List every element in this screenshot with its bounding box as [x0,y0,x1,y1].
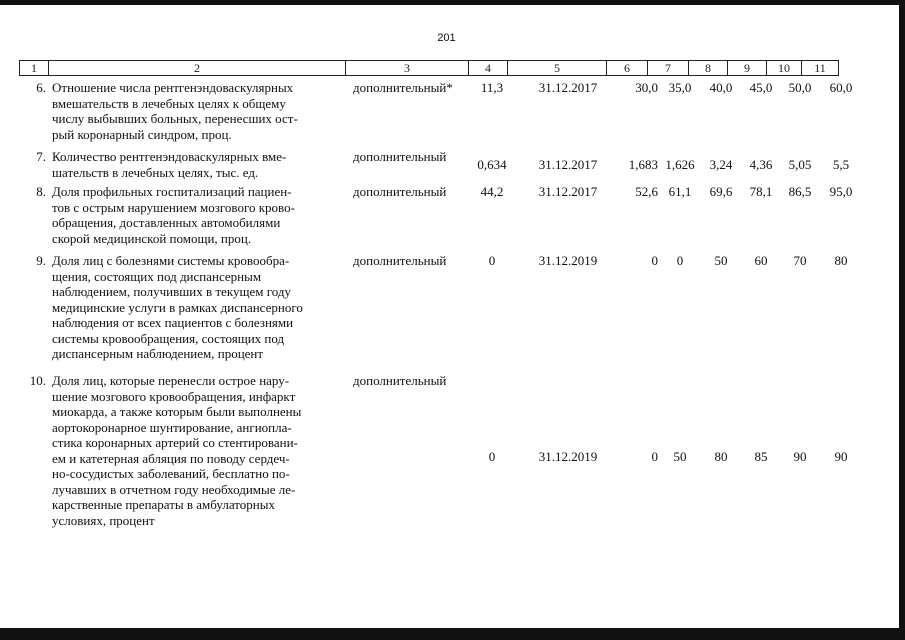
header-cell: 9 [728,61,767,76]
base-value: 44,2 [480,184,504,199]
value-cell: 95,0 [829,184,853,199]
desc-line: Доля лиц, которые перенесли острое нару- [52,373,290,388]
value-cell: 30,0 [635,80,658,95]
desc-line: диспансерным наблюдением, процент [52,346,264,361]
value-cell: 80 [834,253,848,268]
base-date: 31.12.2019 [538,449,598,464]
value-cell: 61,1 [668,184,692,199]
value-cell: 80 [714,449,728,464]
value-cell: 0 [651,449,658,464]
row-description [52,80,347,142]
scan-edge-right [899,0,905,640]
value-cell: 50 [673,449,687,464]
desc-line: условиях, процент [52,512,155,528]
header-cell: 10 [767,61,802,76]
indicator-type: дополнительный [353,184,447,199]
header-cell: 7 [648,61,689,76]
header-cell: 1 [20,61,49,76]
scan-edge-bottom [0,628,905,640]
base-date: 31.12.2019 [538,253,598,268]
value-cell: 78,1 [749,184,773,199]
desc-line: щения, состоящих под диспансерным [52,268,262,284]
base-value: 11,3 [480,80,504,95]
indicator-type: дополнительный [353,373,447,388]
indicator-type: дополнительный [353,149,447,164]
value-cell: 1,683 [628,157,658,172]
value-cell: 0 [651,253,658,268]
desc-line: лучавших в отчетном году необходимые ле- [52,481,296,497]
value-cell: 52,6 [635,184,658,199]
header-cell: 4 [469,61,508,76]
header-cell: 2 [49,61,346,76]
header-cell: 5 [508,61,607,76]
value-cell: 90 [834,449,848,464]
row-description [52,253,347,362]
row-description [52,373,347,528]
base-value: 0 [488,449,496,464]
desc-line: аортокоронарное шунтирование, ангиопла- [52,419,292,435]
base-value: 0 [488,253,496,268]
desc-line: стика коронарных артерий со стентировани- [52,435,298,450]
header-cell: 11 [802,61,839,76]
header-cell: 8 [689,61,728,76]
desc-line: Отношение числа рентгенэндоваскулярных [52,80,294,95]
desc-line: скорой медицинской помощи, проц. [52,230,252,246]
page-number: 201 [437,32,456,44]
indicator-type: дополнительный [353,253,447,268]
value-cell: 40,0 [709,80,733,95]
base-date: 31.12.2017 [538,157,598,172]
row-description [52,149,347,180]
value-cell: 69,6 [709,184,733,199]
desc-line: Количество рентгенэндоваскулярных вме- [52,149,287,164]
desc-line: миокарда, а также которым были выполнены [52,404,302,419]
value-cell: 50,0 [788,80,812,95]
value-cell: 45,0 [749,80,773,95]
desc-line: системы кровообращения, состоящих под [52,330,285,346]
value-cell: 5,5 [832,157,850,172]
value-cell: 1,626 [665,157,695,172]
value-cell: 4,36 [749,157,773,172]
base-date: 31.12.2017 [538,184,598,199]
value-cell: 35,0 [668,80,692,95]
base-value: 0,634 [477,157,507,172]
indicator-type: дополнительный* [353,80,453,95]
desc-line: вмешательств в лечебных целях к общему [52,95,286,111]
desc-line: медицинские услуги в рамках диспансерного [52,299,303,315]
desc-line: тов с острым нарушением мозгового крово- [52,199,295,215]
desc-line: Доля профильных госпитализаций пациен- [52,184,292,199]
desc-line: наблюдением, получивших в текущем году [52,284,291,299]
desc-line: Доля лиц с болезнями системы кровообра- [52,253,290,268]
row-number: 7. [36,149,46,164]
desc-line: наблюдения от всех пациентов с болезнями [52,315,294,330]
desc-line: рый коронарный синдром, проц. [52,126,232,142]
row-number: 10. [29,373,46,388]
value-cell: 50 [714,253,728,268]
value-cell: 86,5 [788,184,812,199]
row-number: 8. [36,184,46,199]
desc-line: карственные препараты в амбулаторных [52,497,275,512]
value-cell: 70 [793,253,807,268]
value-cell: 0 [676,253,684,268]
desc-line: шение мозгового кровообращения, инфаркт [52,388,296,404]
value-cell: 3,24 [709,157,733,172]
value-cell: 85 [754,449,768,464]
column-number-header [19,60,839,76]
desc-line: но-сосудистых заболеваний, бесплатно по- [52,466,290,481]
row-description [52,184,347,246]
desc-line: числу выбывших больных, перенесших ост- [52,111,298,126]
desc-line: шательств в лечебных целях, тыс. ед. [52,164,259,180]
row-number: 9. [36,253,46,268]
row-number: 6. [36,80,46,95]
header-cell: 6 [607,61,648,76]
header-cell: 3 [346,61,469,76]
scan-edge-top [0,0,905,5]
value-cell: 60,0 [829,80,853,95]
desc-line: обращения, доставленных автомобилями [52,215,281,230]
desc-line: ем и катетерная абляция по поводу сердеч- [52,450,290,466]
value-cell: 60 [754,253,768,268]
value-cell: 5,05 [788,157,812,172]
base-date: 31.12.2017 [538,80,598,95]
value-cell: 90 [793,449,807,464]
